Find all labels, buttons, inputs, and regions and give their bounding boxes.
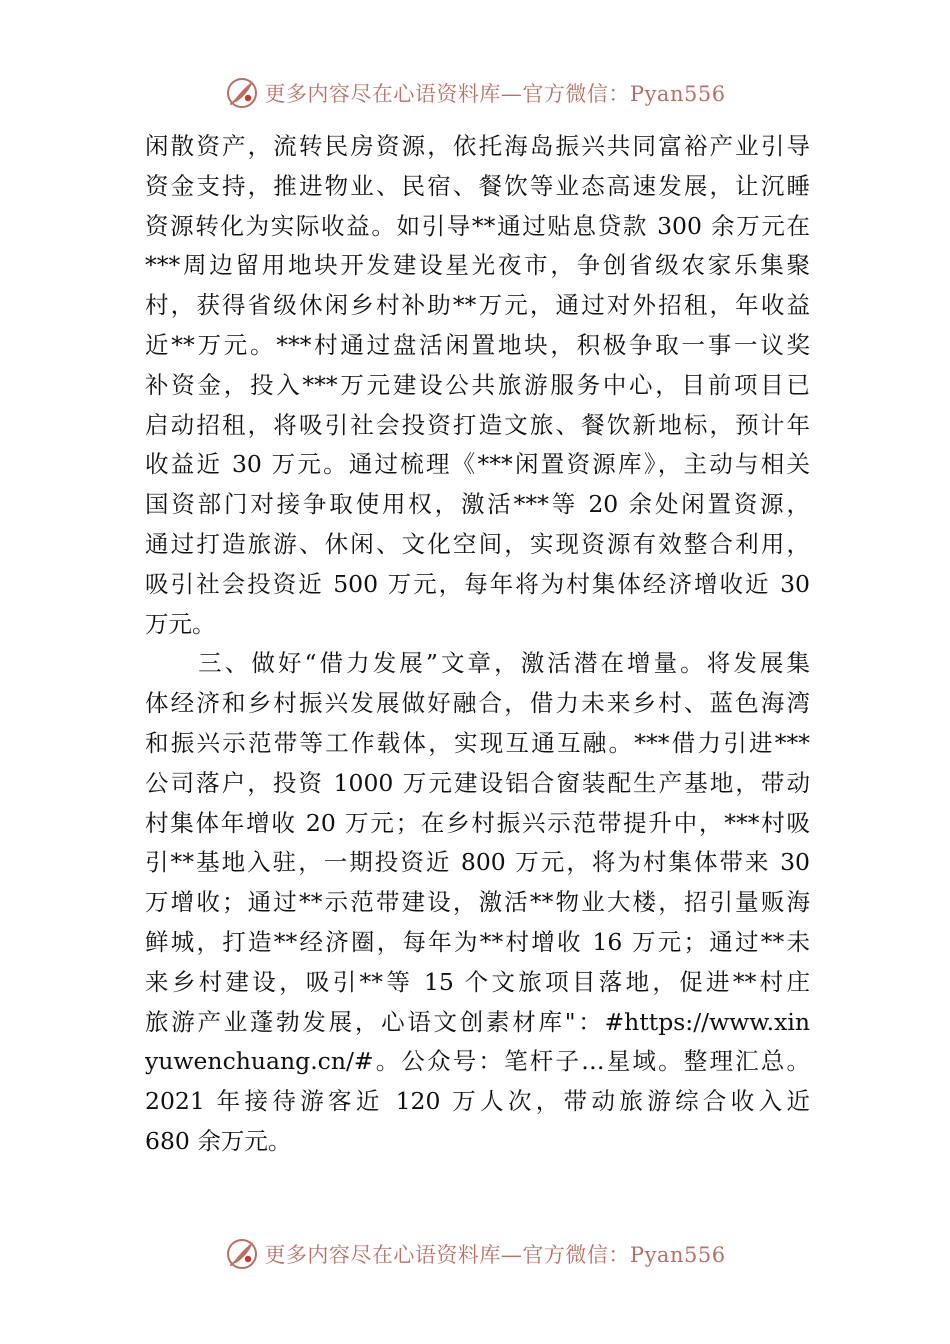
text-line: 启动招租，将吸引社会投资打造文旅、餐饮新地标，预计年 [145,410,810,439]
text-line: 资金支持，推进物业、民宿、餐饮等业态高速发展，让沉睡 [145,171,810,200]
text-line: 收益近 30 万元。通过梳理《***闲置资源库》，主动与相关 [145,450,810,479]
text-line: 万元。 [145,609,216,638]
text-line: 2021 年接待游客近 120 万人次，带动旅游综合收入近 [145,1087,810,1116]
text-line: ***周边留用地块开发建设星光夜市，争创省级农家乐集聚 [145,251,810,280]
text-line: 鲜城，打造**经济圈，每年为**村增收 16 万元；通过**未 [145,927,810,956]
text-line: 村集体年增收 20 万元；在乡村振兴示范带提升中，***村吸 [145,808,810,837]
header-watermark-banner [0,73,950,113]
quill-seal-icon [224,75,260,111]
text-line: 村，获得省级休闲乡村补助**万元，通过对外招租，年收益 [145,291,810,320]
paragraph [145,127,810,644]
text-line: 资源转化为实际收益。如引导**通过贴息贷款 300 余万元在 [145,211,810,240]
text-line: 三、做好“借力发展”文章，激活潜在增量。将发展集 [145,649,810,678]
text-line: 引**基地入驻，一期投资近 800 万元，将为村集体带来 30 [145,848,810,877]
text-line: 闲散资产，流转民房资源，依托海岛振兴共同富裕产业引导 [145,132,810,160]
quill-seal-icon [224,1236,260,1272]
text-line: 吸引社会投资近 500 万元，每年将为村集体经济增收近 30 [145,569,810,598]
text-line: 680 余万元。 [145,1126,292,1155]
text-line: 国资部门对接争取使用权，激活***等 20 余处闲置资源， [145,490,810,519]
text-line: 来乡村建设，吸引**等 15 个文旅项目落地，促进**村庄 [145,967,810,996]
text-line: 旅游产业蓬勃发展，心语文创素材库"：#https://www.xin [145,1007,810,1036]
text-line: 通过打造旅游、休闲、文化空间，实现资源有效整合利用， [145,529,810,558]
footer-watermark-text: 更多内容尽在心语资料库—官方微信：Pyan556 [264,1243,726,1267]
paragraph [145,644,810,1161]
text-line: 补资金，投入***万元建设公共旅游服务中心，目前项目已 [145,370,810,399]
footer-watermark-banner [0,1234,950,1274]
body-text [145,127,810,1162]
text-line: 体经济和乡村振兴发展做好融合，借力未来乡村、蓝色海湾 [145,689,810,718]
header-watermark-text: 更多内容尽在心语资料库—官方微信：Pyan556 [264,82,726,106]
text-line: 公司落户，投资 1000 万元建设铝合窗装配生产基地，带动 [145,768,810,797]
text-line: 和振兴示范带等工作载体，实现互通互融。***借力引进*** [145,728,810,757]
text-line: 近**万元。***村通过盘活闲置地块，积极争取一事一议奖 [145,330,810,359]
text-line: yuwenchuang.cn/#。公众号：笔杆子…星域。整理汇总。 [145,1047,810,1076]
text-line: 万增收；通过**示范带建设，激活**物业大楼，招引量贩海 [145,888,810,917]
